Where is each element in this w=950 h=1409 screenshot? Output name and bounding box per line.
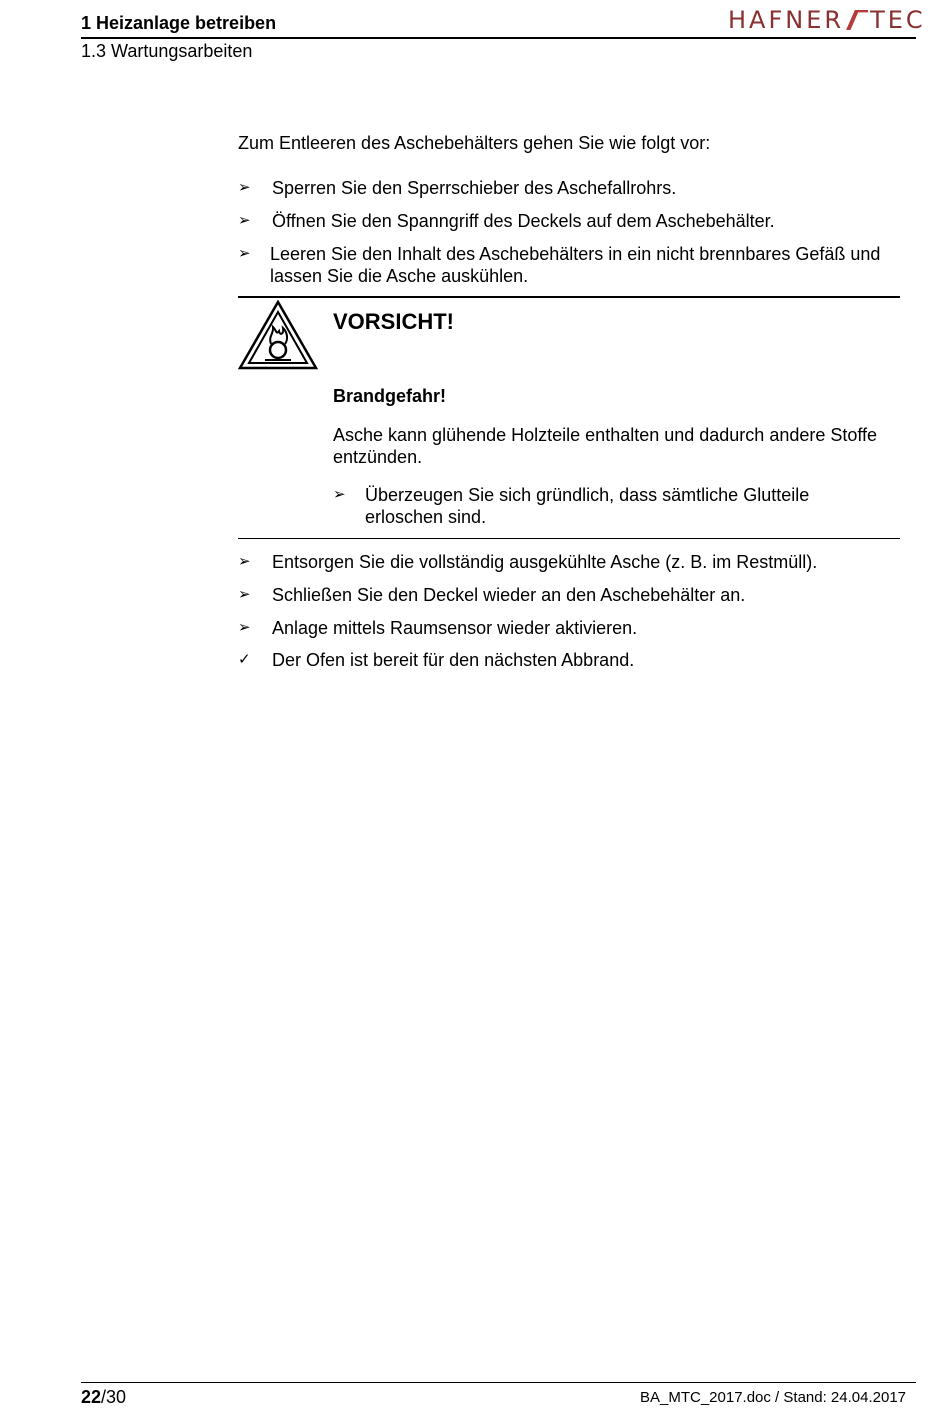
- step-text: Anlage mittels Raumsensor wieder aktivieren.: [272, 618, 638, 638]
- step-text: Schließen Sie den Deckel wieder an den Aschebehälter an.: [272, 585, 746, 605]
- step-text: Entsorgen Sie die vollständig ausgekühlte Asche (z. B. im Restmüll).: [272, 552, 818, 572]
- page-total: /30: [101, 1387, 127, 1407]
- company-logo: [728, 6, 926, 34]
- step-item: [238, 617, 910, 639]
- result-text: Der Ofen ist bereit für den nächsten Abbrand.: [272, 650, 635, 670]
- arrow-bullet-icon: ➢: [238, 586, 251, 603]
- step-item: [238, 210, 910, 232]
- intro-text: Zum Entleeren des Aschebehälters gehen Sie wie folgt vor:: [238, 133, 711, 153]
- logo-slash-icon: [846, 10, 868, 30]
- footer-divider: [81, 1382, 916, 1383]
- step-item: [238, 584, 910, 606]
- arrow-bullet-icon: ➢: [238, 245, 251, 262]
- warning-subheading: Brandgefahr!: [333, 386, 447, 406]
- arrow-bullet-icon: ➢: [238, 553, 251, 570]
- warning-instruction: [333, 484, 853, 528]
- page-current: 22: [81, 1387, 102, 1407]
- warning-instruction-text: Überzeugen Sie sich gründlich, dass sämtliche Glutteile erloschen sind.: [365, 485, 810, 527]
- step-text: Öffnen Sie den Spanngriff des Deckels auf dem Aschebehälter.: [272, 211, 775, 231]
- header-divider: [81, 37, 916, 39]
- page-number: [81, 1387, 126, 1408]
- warning-text: Asche kann glühende Holzteile enthalten und dadurch andere Stoffe entzünden.: [333, 425, 878, 467]
- arrow-bullet-icon: ➢: [238, 212, 251, 229]
- arrow-bullet-icon: ➢: [238, 619, 251, 636]
- step-item: [238, 177, 910, 199]
- step-text: Sperren Sie den Sperrschieber des Aschefallrohrs.: [272, 178, 677, 198]
- warning-bottom-divider: [238, 538, 900, 539]
- chapter-title: 1 Heizanlage betreiben: [81, 13, 277, 33]
- step-text: Leeren Sie den Inhalt des Aschebehälters in ein nicht brennbares Gefäß und lassen Sie die Asche auskühlen.: [270, 244, 881, 286]
- oxidizing-flame-warning-icon: [238, 300, 318, 370]
- logo-text-left: HAFNER: [728, 6, 845, 34]
- warning-top-divider: [238, 296, 900, 298]
- arrow-bullet-icon: ➢: [238, 179, 251, 196]
- warning-heading: VORSICHT!: [333, 309, 454, 334]
- arrow-bullet-icon: ➢: [333, 486, 346, 503]
- checkmark-icon: ✓: [238, 651, 251, 668]
- step-item: [238, 243, 910, 287]
- logo-text-right: TEC: [870, 6, 926, 34]
- result-item: [238, 649, 910, 671]
- section-title: 1.3 Wartungsarbeiten: [81, 41, 253, 61]
- step-item: [238, 551, 910, 573]
- document-info: BA_MTC_2017.doc / Stand: 24.04.2017: [639, 1389, 906, 1406]
